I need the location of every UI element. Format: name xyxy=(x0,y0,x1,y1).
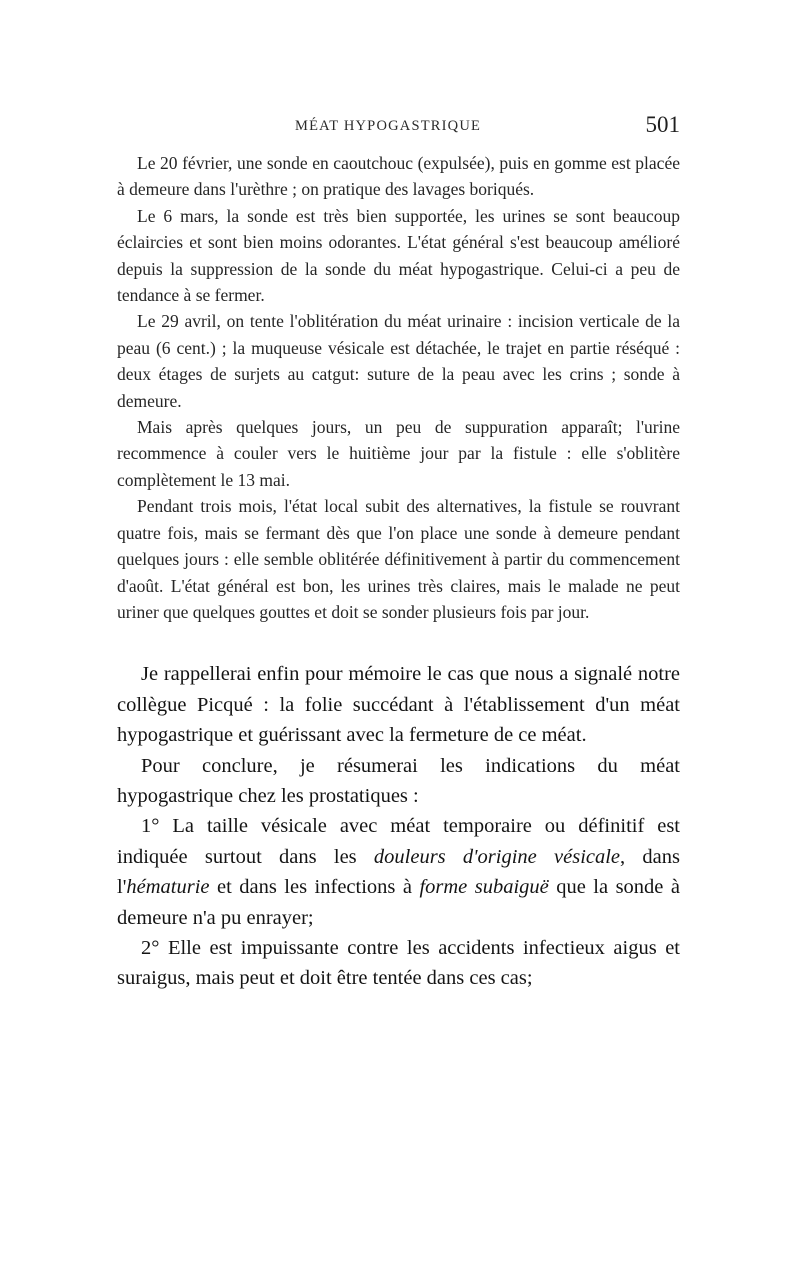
indication-1-text-b: , dans l' xyxy=(117,845,681,899)
paragraph-suppuration: Mais après quelques jours, un peu de suppuration apparaît; l'urine recommence à couler vers le huitième jour par la fistule : elle s'oblitère complètement le 13 mai. xyxy=(117,417,680,490)
paragraph-april: Le 29 avril, on tente l'oblitération du méat urinaire : incision verticale de la peau (6 cent.) ; la muqueuse vésicale est détachée, le trajet en partie réséqué : deux étages de surjets au catgut: suture de la peau avec les crins ; sonde à demeure. xyxy=(117,311,680,411)
paragraph-indication-1 xyxy=(117,811,680,933)
paragraph-conclude: Pour conclure, je résumerai les indications du méat hypogastrique chez les prostatiques : xyxy=(117,754,680,807)
running-title: MÉAT HYPOGASTRIQUE xyxy=(295,118,482,134)
indication-1-italic-douleurs: douleurs d'origine vésicale xyxy=(373,845,621,868)
running-head xyxy=(117,112,680,146)
indication-1-italic-hematurie: hématurie xyxy=(126,876,210,899)
book-page xyxy=(117,112,680,994)
paragraph-three-months: Pendant trois mois, l'état local subit des alternatives, la fistule se rouvrant quatre fois, mais se fermant dès que l'on place une sonde à demeure pendant quelques jours : elle semble oblitérée définitivement à partir du commencement d'août. L'état général est bon, les urines très claires, mais le malade ne peut uriner que quelques gouttes et doit se sonder plusieurs fois par jour. xyxy=(117,496,680,622)
page-number: 501 xyxy=(645,112,680,137)
indication-1-text-a: 1° La taille vésicale avec méat temporaire ou définitif est indiquée surtout dans les xyxy=(117,815,680,868)
paragraph-indication-2: 2° Elle est impuissante contre les accidents infectieux aigus et suraigus, mais peut et doit être tentée dans ces cas; xyxy=(117,936,680,990)
indication-1-italic-forme: forme subaiguë xyxy=(419,876,549,899)
indication-1-text-c: et dans les infections à xyxy=(209,876,420,899)
paragraph-march: Le 6 mars, la sonde est très bien supportée, les urines se sont beaucoup éclaircies et sont bien moins odorantes. L'état général s'est beaucoup amélioré depuis la suppression de la sonde du méat hypogastrique. Celui-ci a peu de tendance à se fermer. xyxy=(117,205,680,306)
conclusion-section xyxy=(117,659,680,993)
indication-1-text-d: que la sonde à demeure n'a pu enrayer; xyxy=(117,876,680,929)
paragraph-picque: Je rappellerai enfin pour mémoire le cas que nous a signalé notre collègue Picqué : la folie succédant à l'établissement d'un méat hypogastrique et guérissant avec la fermeture de ce méat. xyxy=(117,663,680,747)
case-report-section xyxy=(117,150,680,625)
paragraph-february: Le 20 février, une sonde en caoutchouc (expulsée), puis en gomme est placée à demeure dans l'urèthre ; on pratique des lavages boriqués. xyxy=(117,153,680,200)
